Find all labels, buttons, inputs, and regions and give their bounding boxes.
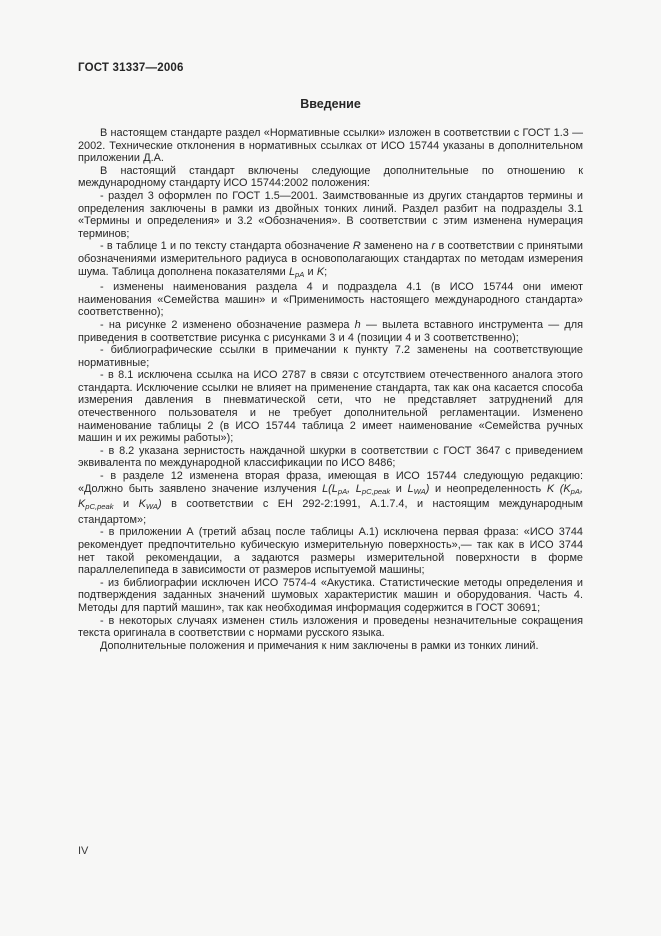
paragraph: - изменены наименования раздела 4 и подраздела 4.1 (в ИСО 15744 они имеют наименования «Семейства машин» и «Применимость настоящего международного стандарта» соответственно); — [78, 281, 587, 319]
paragraph: - в разделе 12 изменена вторая фраза, имеющая в ИСО 15744 следующую редакцию: «Должно быть заявлено значение излучения L(LpA, LpC,peak и LWA) и неопределенность K (KpA, KpC,peak и KWA) в соответствии с ЕН 292-2:1991, А.1.7.4, и настоящим международным стандартом»; — [78, 470, 587, 526]
paragraph: - из библиографии исключен ИСО 7574-4 «Акустика. Статистические методы определения и подтверждения заданных значений шумовых характеристик машин и оборудования. Часть 4. Методы для партий машин», так как необходимая информация содержится в ГОСТ 30691; — [78, 576, 587, 614]
document-body — [78, 127, 587, 652]
page-number: IV — [78, 845, 89, 857]
paragraph: - в приложении А (третий абзац после таблицы А.1) исключена первая фраза: «ИСО 3744 рекомендует предпочтительно кубическую измерительную поверхность»,— так как в ИСО 3744 нет такой рекомендации, а задаются размеры измерительной поверхности в форме параллелепипеда в зависимости от размеров испытуемой машины; — [78, 526, 587, 577]
paragraph: - раздел 3 оформлен по ГОСТ 1.5—2001. Заимствованные из других стандартов термины и определения заключены в рамки из двойных тонких линий. Раздел разбит на подразделы 3.1 «Термины и определения» и 3.2 «Обозначения». В соответствии с этим изменена нумерация терминов; — [78, 189, 587, 240]
paragraph: - в таблице 1 и по тексту стандарта обозначение R заменено на r в соответствии с принятыми обозначениями измерительного радиуса в основополагающих стандартах по методам измерения шума. Таблица дополнена показателями LpA и K; — [78, 240, 587, 279]
document-number: ГОСТ 31337—2006 — [78, 62, 184, 74]
paragraph: - на рисунке 2 изменено обозначение размера h — вылета вставного инструмента — для приведения в соответствие рисунка с рисунками 3 и 4 (позиции 4 и 3 соответственно); — [78, 318, 587, 344]
paragraph: - в некоторых случаях изменен стиль изложения и проведены незначительные сокращения текста оригинала в соответствии с нормами русского языка. — [78, 614, 587, 640]
paragraph: В настоящем стандарте раздел «Нормативные ссылки» изложен в соответствии с ГОСТ 1.3 — 2002. Технические отклонения в нормативных ссылках от ИСО 15744 указаны в дополнительном приложении Д.А. — [78, 127, 587, 165]
page-title: Введение — [300, 97, 361, 111]
paragraph: Дополнительные положения и примечания к ним заключены в рамки из тонких линий. — [100, 639, 539, 652]
paragraph: - в 8.1 исключена ссылка на ИСО 2787 в связи с отсутствием отечественного аналога этого стандарта. Исключение ссылки не влияет на применение стандарта, так как она касается способа измерения давления в пневматической сети, что не представляет затруднений для отечественного пользователя и не требует дополнительной регламентации. Изменено наименование таблицы 2 (в ИСО 15744 таблица 2 имеет наименование «Семейства ручных машин и их режимы работы»); — [78, 369, 587, 445]
paragraph: - в 8.2 указана зернистость наждачной шкурки в соответствии с ГОСТ 3647 с приведением эквивалента по международной классификации по ИСО 8486; — [78, 444, 587, 470]
paragraph: - библиографические ссылки в примечании к пункту 7.2 заменены на соответствующие нормативные; — [78, 344, 587, 369]
paragraph: В настоящий стандарт включены следующие дополнительные по отношению к международному стандарту ИСО 15744:2002 положения: — [78, 164, 587, 190]
